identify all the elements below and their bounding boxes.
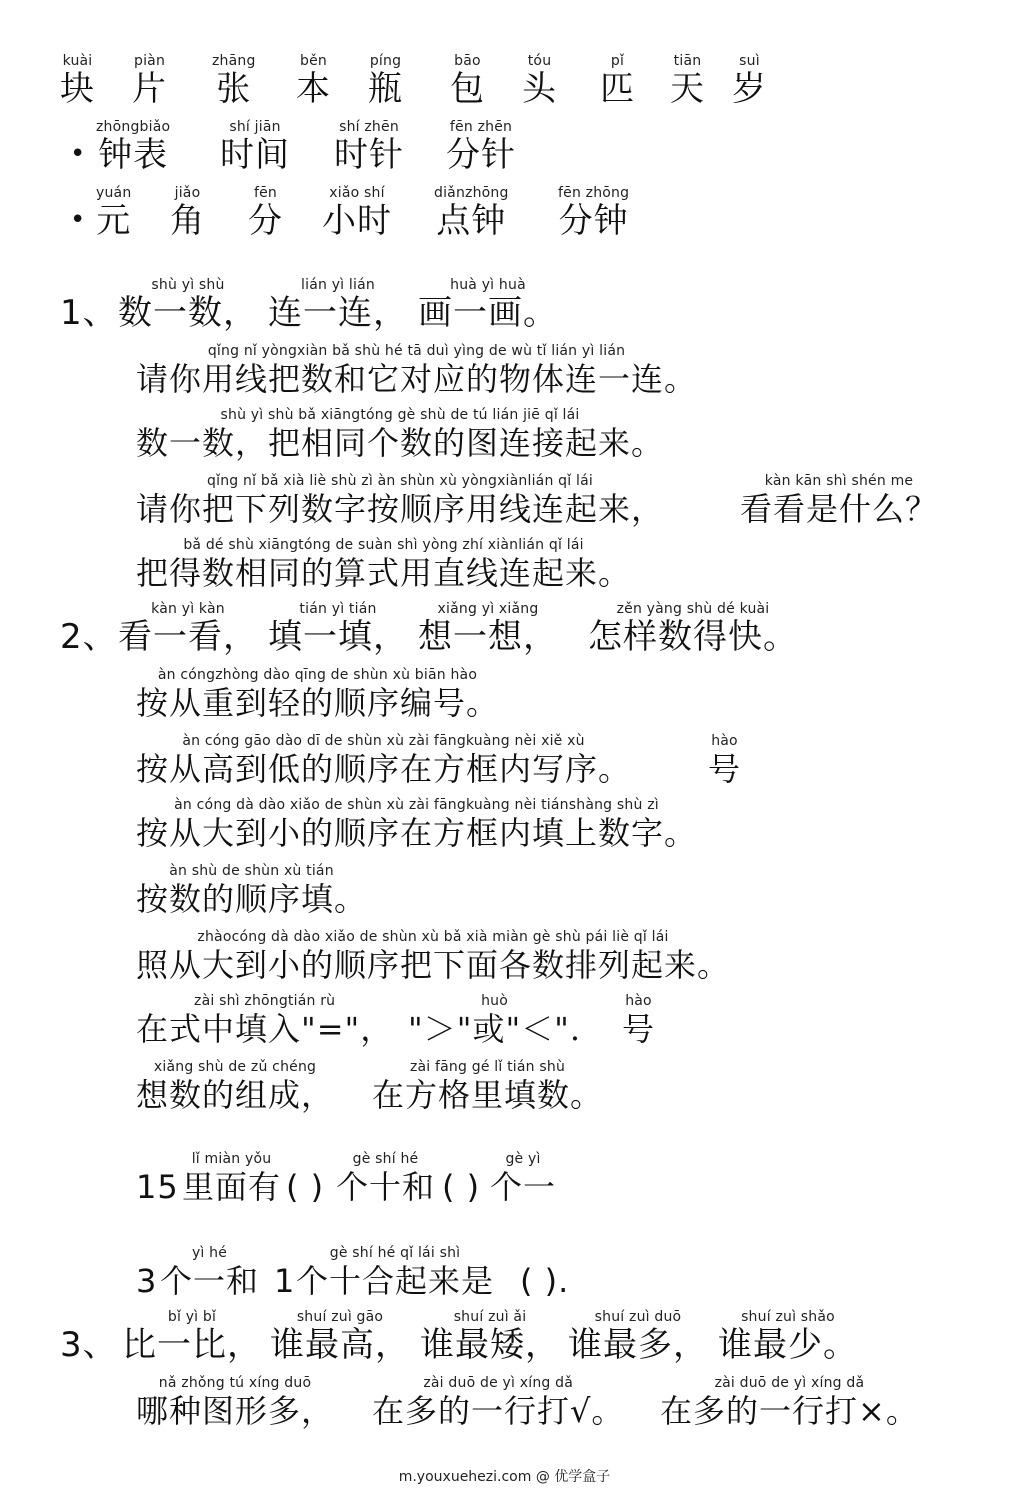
hanzi: 时针 bbox=[334, 135, 404, 175]
pinyin: běn bbox=[300, 53, 327, 69]
hanzi: 把得数相同的算式用直线连起来。 bbox=[136, 554, 632, 592]
pinyin: gè shí hé bbox=[352, 1151, 419, 1167]
hanzi: 包 bbox=[450, 69, 485, 109]
word-group bbox=[136, 1058, 334, 1114]
hanzi: 号 bbox=[708, 750, 742, 788]
hanzi: 号 bbox=[622, 1010, 656, 1048]
pinyin: bāo bbox=[454, 53, 481, 69]
hanzi: 3、 bbox=[60, 1325, 118, 1365]
word-group bbox=[740, 472, 938, 528]
pinyin: gè yì bbox=[505, 1151, 541, 1167]
pinyin: fēn zhōng bbox=[558, 185, 630, 201]
hanzi: "＞"或"＜". bbox=[408, 1010, 582, 1048]
word-group bbox=[60, 52, 95, 108]
pinyin: gè shí hé qǐ lái shì bbox=[329, 1245, 461, 1261]
word-group bbox=[732, 52, 767, 108]
word-group bbox=[660, 1374, 919, 1430]
pinyin: hào bbox=[625, 993, 652, 1009]
word-group bbox=[418, 600, 558, 656]
pinyin: zài duō de yì xíng dǎ bbox=[423, 1375, 574, 1391]
word-group bbox=[418, 276, 558, 332]
pinyin: shù yì shù bǎ xiāngtóng gè shù de tú lián jiē qǐ lái bbox=[220, 407, 580, 423]
hanzi: 按从大到小的顺序在方框内填上数字。 bbox=[136, 814, 698, 852]
pinyin: tián yì tián bbox=[299, 601, 377, 617]
pinyin: lǐ miàn yǒu bbox=[191, 1151, 272, 1167]
hanzi: 连一连， bbox=[268, 293, 408, 333]
pinyin: zhàocóng dà dào xiǎo de shùn xù bǎ xià miàn gè shù pái liè qǐ lái bbox=[197, 929, 669, 945]
pinyin: lián yì lián bbox=[301, 277, 375, 293]
hanzi: ( ) bbox=[286, 1168, 325, 1206]
pinyin: diǎnzhōng bbox=[434, 185, 509, 201]
hanzi: 谁最矮， bbox=[420, 1325, 560, 1365]
hanzi: 在式中填入"="， bbox=[136, 1010, 394, 1048]
word-group bbox=[522, 52, 557, 108]
word-group bbox=[450, 52, 485, 108]
word-group bbox=[136, 992, 393, 1048]
word-group bbox=[286, 1150, 324, 1206]
hanzi: 填一填， bbox=[268, 617, 408, 657]
pinyin: pǐ bbox=[610, 53, 625, 69]
word-group bbox=[708, 732, 741, 788]
hanzi: 按从高到低的顺序在方框内写序。 bbox=[136, 750, 632, 788]
pinyin: bǐ yì bǐ bbox=[167, 1309, 217, 1325]
hanzi: 张 bbox=[216, 69, 252, 109]
pinyin: yuán bbox=[96, 185, 132, 201]
hanzi: 画一画。 bbox=[418, 293, 558, 333]
hanzi: 分针 bbox=[446, 135, 516, 175]
word-group bbox=[136, 1150, 179, 1206]
hanzi: 本 bbox=[296, 69, 331, 109]
pinyin: shí zhēn bbox=[339, 119, 399, 135]
word-group bbox=[248, 184, 283, 240]
hanzi: 分 bbox=[248, 201, 283, 241]
word-group bbox=[60, 1308, 118, 1364]
word-group bbox=[372, 1374, 624, 1430]
word-group bbox=[420, 1308, 560, 1364]
hanzi: 3 bbox=[136, 1262, 158, 1300]
pinyin: hào bbox=[711, 733, 738, 749]
hanzi: 按数的顺序填。 bbox=[136, 880, 368, 918]
pinyin: huò bbox=[481, 993, 508, 1009]
hanzi: ( ) bbox=[442, 1168, 481, 1206]
word-group bbox=[600, 52, 635, 108]
word-group bbox=[718, 1308, 858, 1364]
word-group bbox=[122, 1308, 262, 1364]
word-group bbox=[268, 276, 408, 332]
hanzi: 个一和 bbox=[160, 1262, 260, 1300]
word-group bbox=[136, 862, 367, 918]
hanzi: 谁最少。 bbox=[718, 1325, 858, 1365]
word-group bbox=[334, 118, 404, 174]
word-group bbox=[268, 600, 408, 656]
word-group bbox=[322, 184, 392, 240]
pinyin: jiǎo bbox=[174, 185, 201, 201]
pinyin: zài fāng gé lǐ tián shù bbox=[409, 1059, 566, 1075]
word-group bbox=[446, 118, 516, 174]
word-group bbox=[136, 472, 664, 528]
pinyin: zěn yàng shù dé kuài bbox=[616, 601, 770, 617]
pinyin: àn cóng gāo dào dī de shùn xù zài fāngkuàng nèi xiě xù bbox=[182, 733, 585, 749]
word-group bbox=[118, 276, 258, 332]
word-group bbox=[136, 1374, 334, 1430]
pinyin: tóu bbox=[527, 53, 552, 69]
hanzi: ( ). bbox=[520, 1262, 570, 1300]
hanzi: 片 bbox=[132, 69, 167, 109]
pinyin: àn cóngzhòng dào qīng de shùn xù biān hào bbox=[157, 667, 478, 683]
word-group bbox=[372, 1058, 603, 1114]
word-group bbox=[136, 406, 664, 462]
word-group bbox=[274, 1244, 295, 1300]
hanzi: 看一看， bbox=[118, 617, 258, 657]
hanzi: 在方格里填数。 bbox=[372, 1076, 604, 1114]
pinyin: tiān bbox=[673, 53, 702, 69]
hanzi: 按从重到轻的顺序编号。 bbox=[136, 684, 500, 722]
pinyin: shuí zuì shǎo bbox=[741, 1309, 835, 1325]
word-group bbox=[434, 184, 509, 240]
footer-watermark: m.youxuehezi.com @ 优学盒子 bbox=[398, 1469, 611, 1485]
pinyin: huà yì huà bbox=[450, 277, 526, 293]
pinyin: yì hé bbox=[191, 1245, 228, 1261]
word-group bbox=[622, 992, 655, 1048]
pinyin: xiǎo shí bbox=[329, 185, 385, 201]
word-group bbox=[136, 342, 697, 398]
word-group bbox=[558, 184, 629, 240]
pinyin: shuí zuì gāo bbox=[296, 1309, 384, 1325]
hanzi: 谁最多， bbox=[568, 1325, 708, 1365]
word-group bbox=[220, 118, 290, 174]
pinyin: qǐng nǐ yòngxiàn bǎ shù hé tā duì yìng de wù tǐ lián yì lián bbox=[207, 343, 626, 359]
hanzi: 时间 bbox=[220, 135, 290, 175]
pinyin: zhāng bbox=[212, 53, 256, 69]
pinyin: zài duō de yì xíng dǎ bbox=[714, 1375, 865, 1391]
hanzi: 数一数， bbox=[118, 293, 258, 333]
word-group bbox=[136, 928, 730, 984]
word-group bbox=[136, 666, 499, 722]
hanzi: 在多的一行打×。 bbox=[660, 1392, 919, 1430]
pinyin: píng bbox=[369, 53, 402, 69]
hanzi: 头 bbox=[522, 69, 557, 109]
pinyin: shù yì shù bbox=[151, 277, 225, 293]
hanzi: 小时 bbox=[322, 201, 392, 241]
word-group bbox=[170, 184, 205, 240]
hanzi: 想数的组成， bbox=[136, 1076, 335, 1114]
word-group bbox=[568, 1308, 708, 1364]
bullet-icon: • bbox=[70, 205, 86, 235]
hanzi: 看看是什么？ bbox=[740, 490, 939, 528]
word-group bbox=[60, 276, 118, 332]
word-group bbox=[136, 796, 697, 852]
hanzi: 个一 bbox=[490, 1168, 557, 1206]
word-group bbox=[296, 52, 331, 108]
word-group bbox=[670, 52, 705, 108]
pinyin: shuí zuì duō bbox=[594, 1309, 682, 1325]
hanzi: 个十合起来是 bbox=[296, 1262, 495, 1300]
word-group bbox=[96, 118, 170, 174]
hanzi: 谁最高， bbox=[270, 1325, 410, 1365]
word-group bbox=[296, 1244, 494, 1300]
hanzi: 匹 bbox=[600, 69, 635, 109]
hanzi: 照从大到小的顺序把下面各数排列起来。 bbox=[136, 946, 731, 984]
pinyin: shí jiān bbox=[229, 119, 281, 135]
hanzi: 1、 bbox=[60, 293, 118, 333]
hanzi: 点钟 bbox=[436, 201, 507, 241]
bullet-icon: • bbox=[70, 139, 86, 169]
word-group bbox=[118, 600, 258, 656]
hanzi: 请你用线把数和它对应的物体连一连。 bbox=[136, 360, 698, 398]
word-group bbox=[336, 1150, 435, 1206]
hanzi: 天 bbox=[670, 69, 705, 109]
hanzi: 数一数，把相同个数的图连接起来。 bbox=[136, 424, 665, 462]
hanzi: 分钟 bbox=[558, 201, 629, 241]
pinyin: zhōngbiǎo bbox=[96, 119, 171, 135]
word-group bbox=[368, 52, 403, 108]
hanzi: 瓶 bbox=[368, 69, 403, 109]
pinyin: kàn kān shì shén me bbox=[764, 473, 914, 489]
word-group bbox=[442, 1150, 480, 1206]
hanzi: 里面有 bbox=[182, 1168, 282, 1206]
word-group bbox=[588, 600, 798, 656]
word-group bbox=[136, 1244, 157, 1300]
pinyin: suì bbox=[739, 53, 760, 69]
hanzi: 岁 bbox=[732, 69, 767, 109]
word-group bbox=[408, 992, 581, 1048]
word-group bbox=[60, 600, 118, 656]
pinyin: xiǎng shù de zǔ chéng bbox=[153, 1059, 317, 1075]
pinyin: bǎ dé shù xiāngtóng de suàn shì yòng zhí xiànlián qǐ lái bbox=[183, 537, 584, 553]
hanzi: 比一比， bbox=[122, 1325, 262, 1365]
pinyin: kàn yì kàn bbox=[151, 601, 225, 617]
pinyin: fēn zhēn bbox=[449, 119, 513, 135]
word-group bbox=[136, 732, 631, 788]
word-group bbox=[520, 1244, 569, 1300]
hanzi: 15 bbox=[136, 1168, 179, 1206]
pinyin: àn cóng dà dào xiǎo de shùn xù zài fāngkuàng nèi tiánshàng shù zì bbox=[174, 797, 659, 813]
hanzi: 怎样数得快。 bbox=[588, 617, 798, 657]
hanzi: 块 bbox=[60, 69, 95, 109]
word-group bbox=[490, 1150, 556, 1206]
hanzi: 想一想， bbox=[418, 617, 558, 657]
pinyin: zài shì zhōngtián rù bbox=[194, 993, 336, 1009]
hanzi: 2、 bbox=[60, 617, 118, 657]
pinyin: piàn bbox=[133, 53, 166, 69]
hanzi: 在多的一行打√。 bbox=[372, 1392, 625, 1430]
hanzi: 个十和 bbox=[336, 1168, 436, 1206]
hanzi: 哪种图形多， bbox=[136, 1392, 335, 1430]
pinyin: shuí zuì ǎi bbox=[453, 1309, 527, 1325]
pinyin: àn shù de shùn xù tián bbox=[169, 863, 334, 879]
word-group bbox=[96, 184, 131, 240]
pinyin: fēn bbox=[253, 185, 277, 201]
word-group bbox=[160, 1244, 259, 1300]
pinyin: nǎ zhǒng tú xíng duō bbox=[158, 1375, 312, 1391]
hanzi: 请你把下列数字按顺序用线连起来， bbox=[136, 490, 665, 528]
pinyin: kuài bbox=[62, 53, 93, 69]
word-group bbox=[132, 52, 167, 108]
word-group bbox=[182, 1150, 281, 1206]
hanzi: 元 bbox=[96, 201, 132, 241]
word-group bbox=[212, 52, 256, 108]
hanzi: 1 bbox=[274, 1262, 296, 1300]
pinyin: xiǎng yì xiǎng bbox=[437, 601, 539, 617]
word-group bbox=[136, 536, 631, 592]
pinyin: qǐng nǐ bǎ xià liè shù zì àn shùn xù yòngxiànlián qǐ lái bbox=[207, 473, 593, 489]
word-group bbox=[270, 1308, 410, 1364]
hanzi: 钟表 bbox=[98, 135, 169, 175]
hanzi: 角 bbox=[170, 201, 205, 241]
